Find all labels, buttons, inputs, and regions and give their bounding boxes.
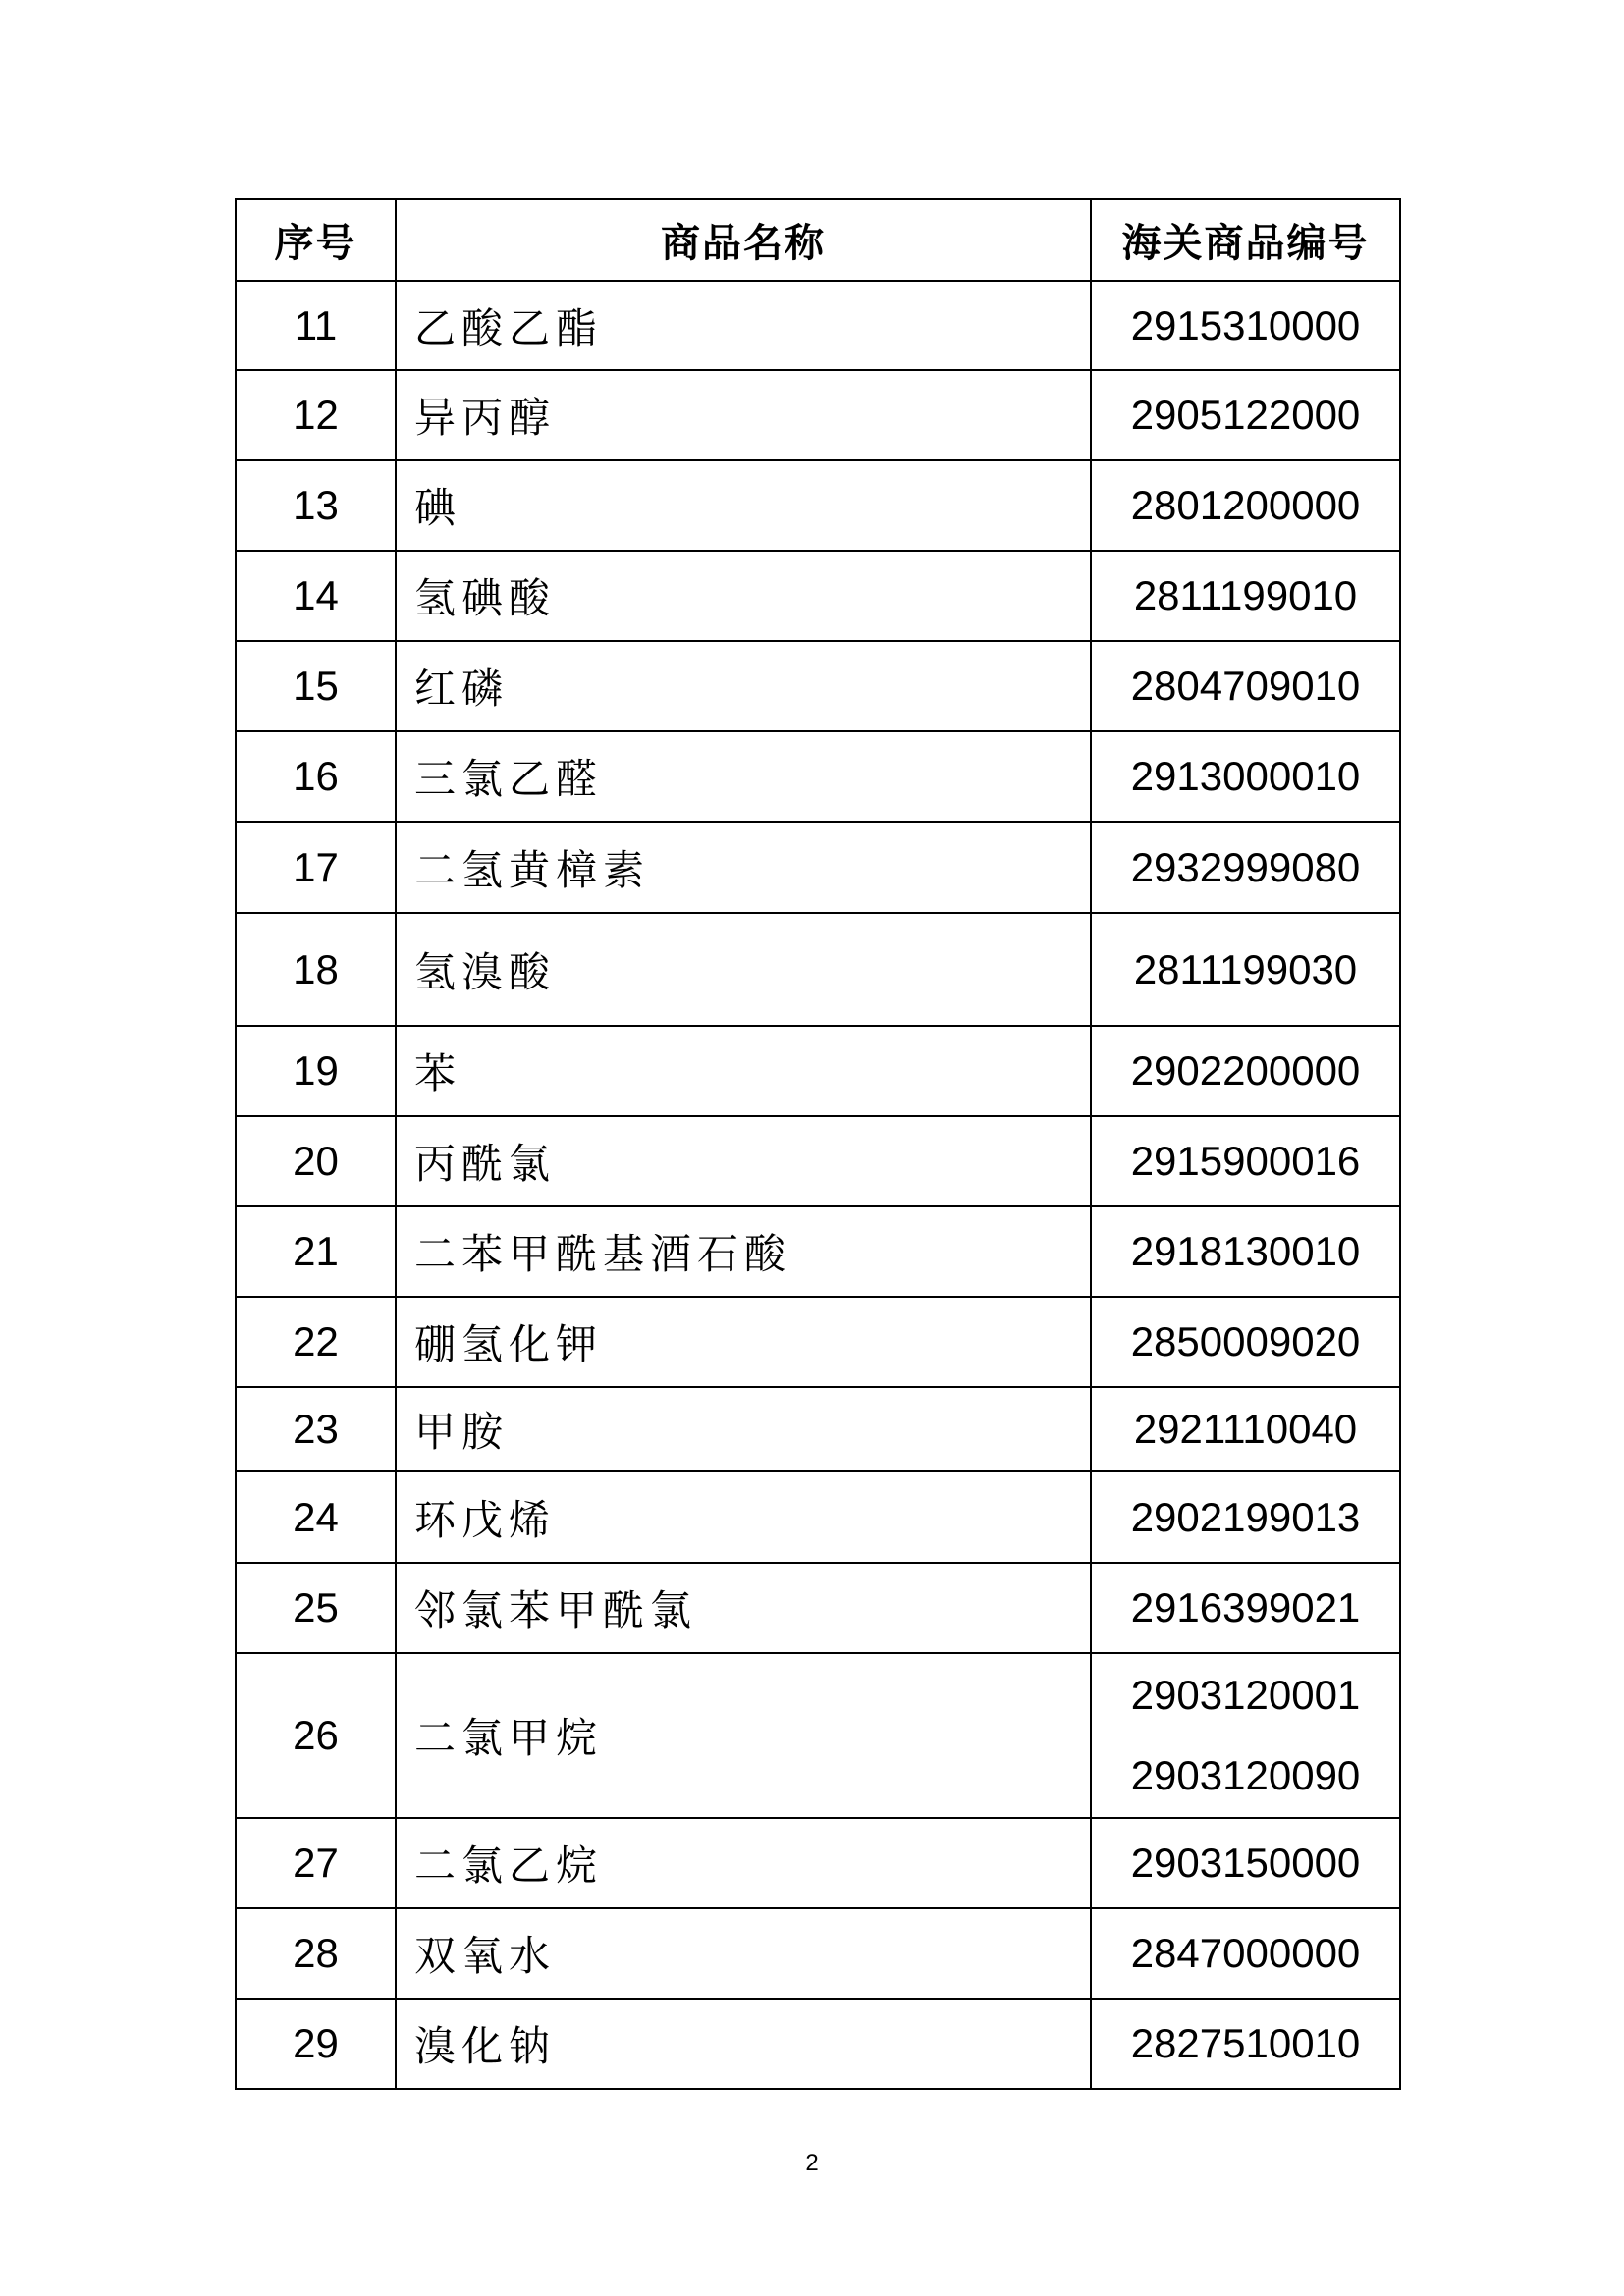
customs-code-value: 2801200000 [1130,482,1361,528]
row-product-name: 苯 [396,1026,1091,1116]
chemical-list-table [235,198,1401,2090]
table-row [236,1471,1400,1563]
customs-code-value: 2902200000 [1130,1047,1361,1094]
row-seq: 11 [236,281,396,370]
row-customs-code [1091,822,1400,913]
customs-code-value: 2905122000 [1130,392,1361,438]
row-customs-code [1091,1818,1400,1908]
customs-code-value: 2811199030 [1133,945,1358,992]
row-product-name: 丙酰氯 [396,1116,1091,1206]
header-product-name: 商品名称 [396,199,1091,281]
row-customs-code [1091,370,1400,460]
table-row [236,1818,1400,1908]
row-seq: 29 [236,1999,396,2089]
row-product-name: 二氯甲烷 [396,1653,1091,1818]
table-row [236,1563,1400,1653]
customs-code-value: 2916399021 [1130,1584,1361,1630]
row-seq: 13 [236,460,396,551]
row-customs-code [1091,1908,1400,1999]
customs-code-value: 2811199010 [1133,572,1358,618]
row-product-name: 红磷 [396,641,1091,731]
table-row [236,822,1400,913]
table-row [236,1999,1400,2089]
row-seq: 27 [236,1818,396,1908]
row-product-name: 异丙醇 [396,370,1091,460]
row-seq: 21 [236,1206,396,1297]
row-customs-code [1091,1653,1400,1818]
customs-code-value: 2918130010 [1130,1228,1361,1274]
customs-code-value: 2903150000 [1130,1840,1361,1886]
row-product-name: 二氯乙烷 [396,1818,1091,1908]
customs-code-value: 2932999080 [1130,843,1361,890]
row-product-name: 乙酸乙酯 [396,281,1091,370]
row-customs-code [1091,913,1400,1026]
row-product-name: 三氯乙醛 [396,731,1091,822]
row-customs-code [1091,1297,1400,1387]
row-product-name: 双氧水 [396,1908,1091,1999]
page-number: 2 [805,2150,819,2176]
row-product-name: 氢溴酸 [396,913,1091,1026]
row-customs-code [1091,1563,1400,1653]
row-customs-code [1091,1206,1400,1297]
header-seq: 序号 [236,199,396,281]
row-customs-code [1091,1471,1400,1563]
row-customs-code [1091,731,1400,822]
table-header-row [236,199,1400,281]
table-row [236,1387,1400,1471]
row-seq: 28 [236,1908,396,1999]
table-row [236,1908,1400,1999]
row-product-name: 邻氯苯甲酰氯 [396,1563,1091,1653]
table-row [236,1206,1400,1297]
table-body [236,281,1400,2089]
row-customs-code [1091,1999,1400,2089]
row-seq: 26 [236,1653,396,1818]
row-seq: 25 [236,1563,396,1653]
customs-code-value: 2913000010 [1130,753,1361,799]
row-seq: 14 [236,551,396,641]
table-row [236,1297,1400,1387]
customs-code-value: 2827510010 [1130,2020,1361,2066]
row-product-name: 环戊烯 [396,1471,1091,1563]
table-row [236,731,1400,822]
customs-code-value: 2850009020 [1130,1318,1361,1364]
row-seq: 24 [236,1471,396,1563]
row-seq: 15 [236,641,396,731]
table-row [236,1653,1400,1818]
table-row [236,551,1400,641]
row-product-name: 甲胺 [396,1387,1091,1471]
table-row [236,460,1400,551]
table-row [236,1116,1400,1206]
customs-code-value: 2847000000 [1130,1930,1361,1976]
row-seq: 12 [236,370,396,460]
table-row [236,1026,1400,1116]
row-seq: 17 [236,822,396,913]
row-product-name: 溴化钠 [396,1999,1091,2089]
customs-code-value: 2804709010 [1130,663,1361,709]
header-customs-code: 海关商品编号 [1091,199,1400,281]
table-row [236,913,1400,1026]
row-product-name: 二苯甲酰基酒石酸 [396,1206,1091,1297]
table-row [236,370,1400,460]
row-product-name: 氢碘酸 [396,551,1091,641]
table-row [236,281,1400,370]
row-seq: 16 [236,731,396,822]
row-seq: 20 [236,1116,396,1206]
customs-code-value: 2915900016 [1130,1138,1361,1184]
row-customs-code [1091,460,1400,551]
row-seq: 23 [236,1387,396,1471]
row-customs-code [1091,281,1400,370]
customs-code-value: 2915310000 [1130,301,1361,348]
row-product-name: 二氢黄樟素 [396,822,1091,913]
row-customs-code [1091,1116,1400,1206]
customs-code-value: 2903120090 [1130,1752,1361,1798]
customs-code-value: 2902199013 [1130,1493,1361,1540]
row-seq: 19 [236,1026,396,1116]
row-customs-code [1091,1026,1400,1116]
row-product-name: 碘 [396,460,1091,551]
row-customs-code [1091,551,1400,641]
row-customs-code [1091,641,1400,731]
row-seq: 22 [236,1297,396,1387]
table-row [236,641,1400,731]
customs-code-value: 2903120001 [1130,1672,1361,1718]
row-product-name: 硼氢化钾 [396,1297,1091,1387]
row-customs-code [1091,1387,1400,1471]
customs-code-value: 2921110040 [1133,1406,1358,1452]
row-seq: 18 [236,913,396,1026]
